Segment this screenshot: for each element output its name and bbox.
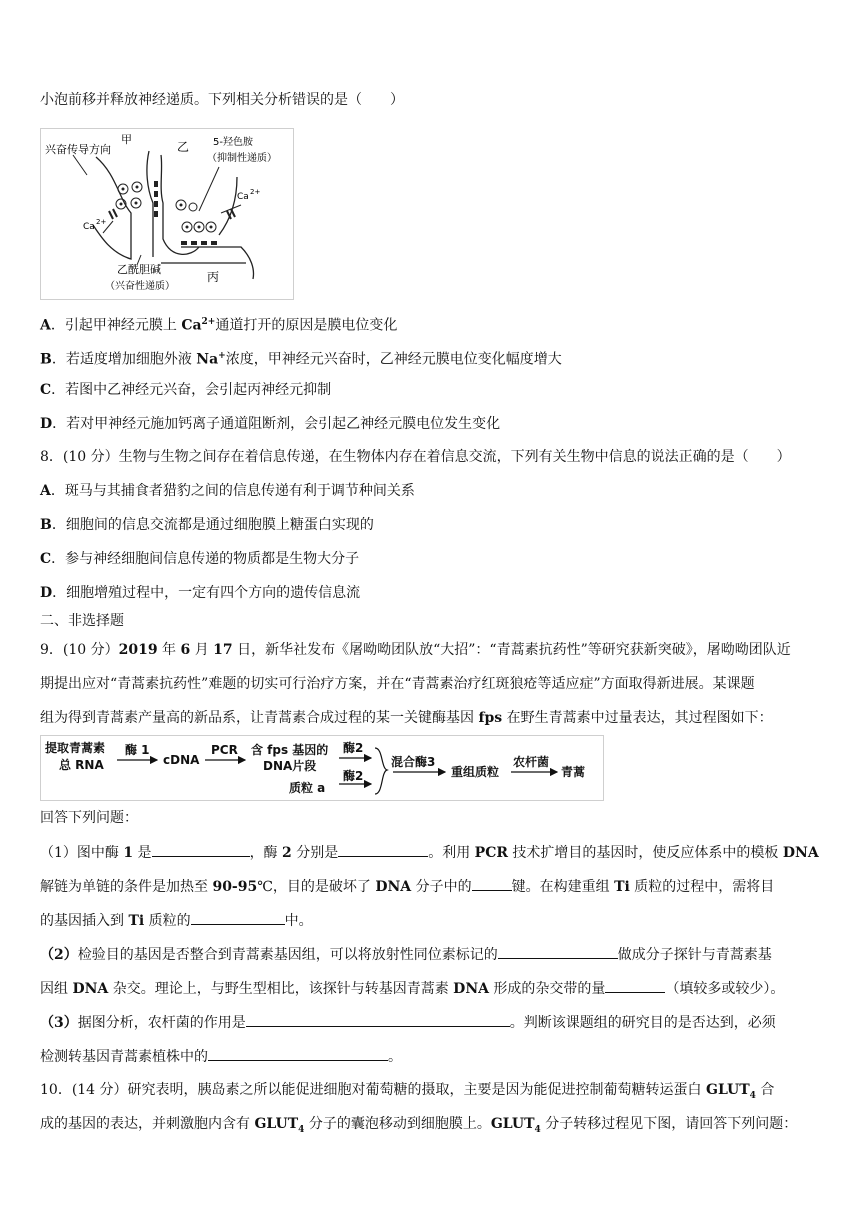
q7-option-a: A．引起甲神经元膜上 $Ca^{2+}$通道打开的原因是膜电位变化 [40, 317, 398, 334]
label-ca-left: Ca [83, 222, 95, 232]
flow-node-2: cDNA [163, 753, 200, 767]
label-ca-right: Ca [237, 192, 249, 202]
flow-edge-1: 酶 1 [125, 743, 150, 757]
label-ach: 乙酰胆碱 [117, 263, 161, 276]
flow-edge-3: 酶2 [343, 741, 364, 755]
label-serotonin: 5-羟色胺 [213, 137, 253, 148]
label-direction: 兴奋传导方向 [45, 143, 111, 156]
flow-edge-2: PCR [211, 743, 238, 757]
label-serotonin-note: （抑制性递质） [207, 153, 277, 164]
flow-node-1a: 提取青蒿素 [45, 741, 106, 755]
q8-option-b: B．细胞间的信息交流都是通过细胞膜上糖蛋白实现的 [40, 517, 374, 533]
flow-node-1b: 总 RNA [59, 758, 104, 772]
answer-blank[interactable] [338, 842, 428, 857]
label-ach-note: （兴奋性递质） [105, 281, 175, 292]
label-yi: 乙 [177, 140, 190, 154]
svg-text:2+: 2+ [250, 188, 261, 196]
q9-part-1-line-2: 解链为单链的条件是加热至 90-95℃，目的是破坏了 DNA 分子中的 键。在构建重组 Ti 质粒的过程中，需将目 [40, 876, 774, 897]
q7-option-d: D．若对甲神经元施加钙离子通道阻断剂，会引起乙神经元膜电位发生变化 [40, 416, 501, 432]
label-bing: 丙 [207, 270, 220, 284]
q9-part-3-line-1: （3）据图分析，农杆菌的作用是 。判断该课题组的研究目的是否达到，必须 [40, 1012, 776, 1033]
answer-blank[interactable] [605, 978, 665, 993]
q9-part-1-line-3: 的基因插入到 Ti 质粒的 中。 [40, 910, 313, 931]
flow-node-4: 质粒 a [289, 781, 326, 795]
q9-part-2-line-2: 因组 DNA 杂交。理论上，与野生型相比，该探针与转基因青蒿素 DNA 形成的杂交带的量 （填较多或较少）。 [40, 978, 784, 999]
flow-node-5: 重组质粒 [451, 765, 500, 779]
label-jia: 甲 [121, 133, 132, 146]
q9-part-1-line-1: （1）图中酶 1 是 ，酶 2 分别是 。利用 PCR 技术扩增目的基因时，使反应体系中的模板 DNA [40, 842, 819, 863]
answer-blank[interactable] [498, 944, 618, 959]
flow-node-3a: 含 fps 基因的 [251, 743, 329, 757]
flow-edge-5: 混合酶3 [391, 755, 436, 769]
q7-stem: 小泡前移并释放神经递质。下列相关分析错误的是（ ） [40, 92, 404, 108]
q10-line-1: 10．(14 分）研究表明，胰岛素之所以能促进细胞对葡萄糖的摄取，主要是因为能促进控制葡萄糖转运蛋白 $GLUT_4$ 合 [40, 1082, 775, 1101]
section-heading: 二、非选择题 [40, 613, 124, 629]
flow-edge-6: 农杆菌 [513, 755, 550, 769]
q9-line-3: 组为得到青蒿素产量高的新品系，让青蒿素合成过程的某一关键酶基因 fps 在野生青蒿素中过量表达，其过程图如下： [40, 710, 773, 726]
q9-answer-intro: 回答下列问题： [40, 810, 138, 826]
answer-blank[interactable] [246, 1012, 510, 1027]
flow-node-3b: DNA片段 [263, 759, 317, 773]
svg-text:2+: 2+ [96, 218, 107, 226]
answer-blank[interactable] [191, 910, 285, 925]
flow-edge-4: 酶2 [343, 769, 364, 783]
answer-blank[interactable] [152, 842, 250, 857]
q8-option-c: C．参与神经细胞间信息传递的物质都是生物大分子 [40, 551, 360, 567]
q8-option-d: D．细胞增殖过程中，一定有四个方向的遗传信息流 [40, 585, 361, 601]
q10-line-2: 成的基因的表达，并刺激胞内含有 $GLUT_4$ 分子的囊泡移动到细胞膜上。$GLUT_4$ 分子转移过程见下图，请回答下列问题： [40, 1116, 798, 1135]
q9-part-3-line-2: 检测转基因青蒿素植株中的 。 [40, 1046, 402, 1067]
q7-option-b: B．若适度增加细胞外液 Na+浓度，甲神经元兴奋时，乙神经元膜电位变化幅度增大 [40, 351, 562, 368]
q9-line-1: 9．(10 分）2019 年 6 月 17 日，新华社发布《屠呦呦团队放“大招”：“青蒿素抗药性”等研究获新突破》，屠呦呦团队近 [40, 642, 791, 658]
synapse-figure [40, 128, 294, 300]
process-flow-figure [40, 735, 604, 801]
answer-blank[interactable] [208, 1046, 388, 1061]
q8-option-a: A．斑马与其捕食者猎豹之间的信息传递有利于调节种间关系 [40, 483, 415, 499]
q7-option-c: C．若图中乙神经元兴奋，会引起丙神经元抑制 [40, 382, 332, 398]
q9-part-2-line-1: （2）检验目的基因是否整合到青蒿素基因组，可以将放射性同位素标记的 做成分子探针与青蒿素基 [40, 944, 772, 965]
flow-node-6: 青蒿 [561, 765, 586, 779]
q9-line-2: 期提出应对“青蒿素抗药性”难题的切实可行治疗方案，并在“青蒿素治疗红斑狼疮等适应症”方面取得新进展。某课题 [40, 676, 755, 692]
answer-blank[interactable] [472, 876, 512, 891]
q8-stem: 8．(10 分）生物与生物之间存在着信息传递，在生物体内存在着信息交流，下列有关生物中信息的说法正确的是（ ） [40, 449, 791, 465]
